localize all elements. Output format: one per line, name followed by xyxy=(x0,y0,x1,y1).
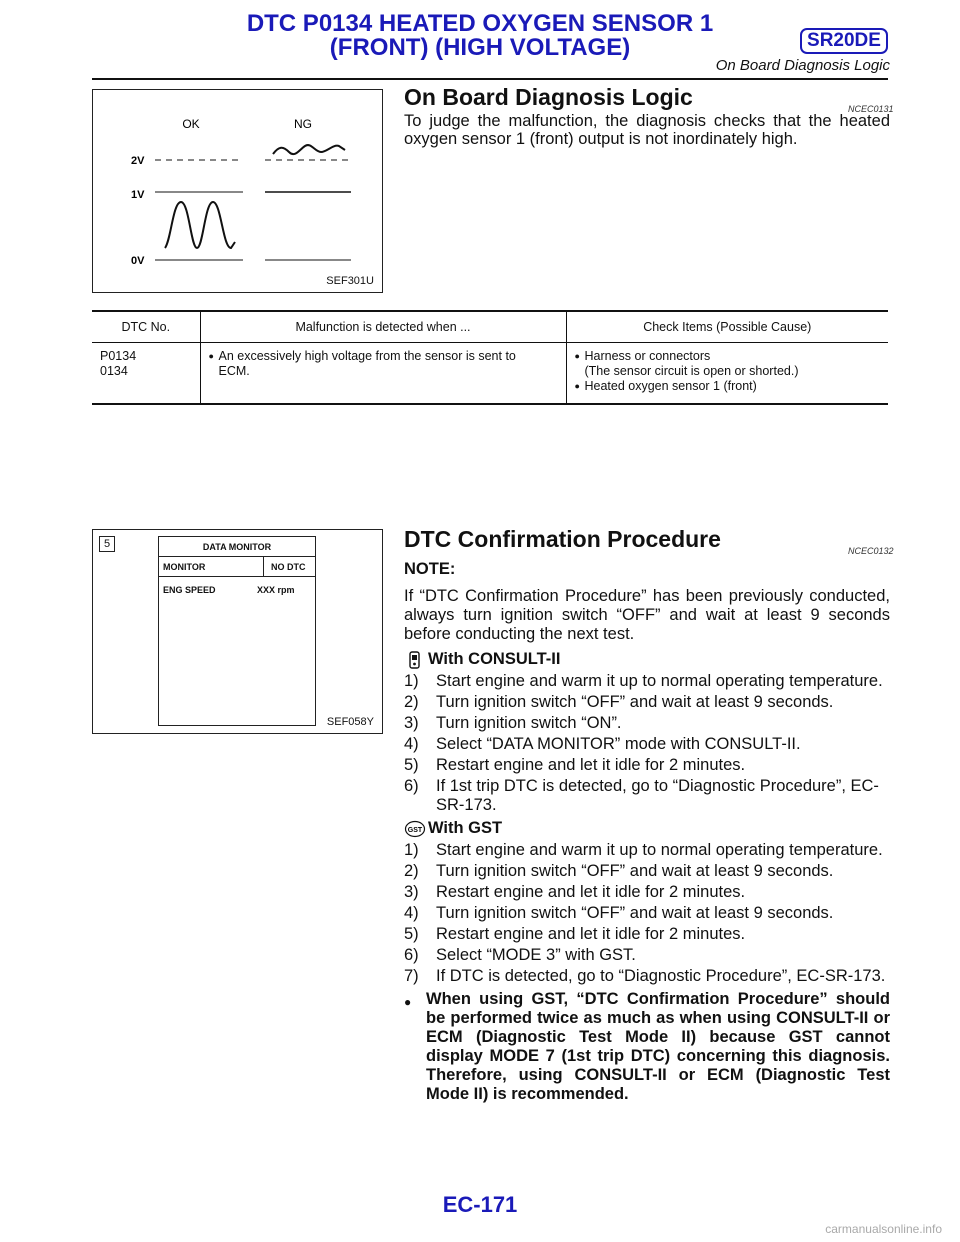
gst-steps-list xyxy=(404,841,890,986)
list-item: 3) Turn ignition switch “ON”. xyxy=(404,714,622,732)
col-header-malfunction: Malfunction is detected when ... xyxy=(200,311,566,343)
list-item: 6) If 1st trip DTC is detected, go to “Diagnostic Procedure”, EC-SR-173. xyxy=(404,777,879,814)
y-label-2v: 2V xyxy=(131,155,145,167)
y-label-1v: 1V xyxy=(131,189,145,201)
consult-steps-list xyxy=(404,672,890,815)
gst-subheading xyxy=(404,819,890,838)
section-title-dtc-confirmation: DTC Confirmation Procedure xyxy=(404,526,721,552)
waveform-diagram xyxy=(93,90,384,294)
header-subtitle: On Board Diagnosis Logic xyxy=(715,57,890,74)
check-item-harness: Harness or connectors xyxy=(584,349,711,363)
section-code: NCEC0132 xyxy=(848,546,894,556)
figure-id: SEF301U xyxy=(326,275,374,287)
eng-speed-label: ENG SPEED xyxy=(163,585,216,595)
gst-heading-text: With GST xyxy=(428,819,503,837)
section-code: NCEC0131 xyxy=(848,104,894,114)
page-header-title xyxy=(170,12,790,60)
list-item: 6) Select “MODE 3” with GST. xyxy=(404,946,636,964)
dtc-table xyxy=(92,310,888,405)
gst-icon-text: GST xyxy=(407,826,423,834)
eng-speed-value: XXX rpm xyxy=(257,585,295,595)
col-header-dtc-no: DTC No. xyxy=(92,311,200,343)
section-title-diagnosis-logic: On Board Diagnosis Logic xyxy=(404,84,693,110)
bullet-icon: ● xyxy=(574,351,580,361)
list-item: 1) Start engine and warm it up to normal operating temperature. xyxy=(404,672,883,690)
ng-label: NG xyxy=(294,117,312,131)
malfunction-cell xyxy=(200,343,566,405)
engine-badge: SR20DE xyxy=(800,28,888,54)
list-item: 5) Restart engine and let it idle for 2 minutes. xyxy=(404,756,746,774)
note-heading: NOTE: xyxy=(404,560,456,578)
header-title-line1: DTC P0134 HEATED OXYGEN SENSOR 1 xyxy=(246,10,714,37)
consult-tool-icon xyxy=(404,651,426,669)
table-row xyxy=(92,343,888,405)
consult-heading-text: With CONSULT-II xyxy=(428,650,561,668)
ok-waveform xyxy=(165,202,235,248)
consult-step-mark: 5 xyxy=(99,536,115,552)
ng-waveform xyxy=(273,145,345,154)
dtc-code: P0134 xyxy=(100,349,137,363)
dtc-confirmation-procedure xyxy=(404,560,890,1104)
dtc-code-short: 0134 xyxy=(100,364,128,378)
malfunction-text-line2: ECM. xyxy=(218,364,250,378)
gst-warning-text: When using GST, “DTC Confirmation Procedure” should be performed twice as much as when using CONSULT-II or ECM (Diagnostic Test Mode II) because GST cannot display MODE 7 (1st trip DTC) concerning this diagnosis. Therefore, using CONSULT-II or ECM (Diagnostic Test Mode II) is recommended. xyxy=(426,990,890,1103)
list-item: 2) Turn ignition switch “OFF” and wait at least 9 seconds. xyxy=(404,862,834,880)
header-divider xyxy=(92,78,888,80)
gst-warning xyxy=(404,990,890,1104)
table-header-row xyxy=(92,311,888,343)
bullet-icon: ● xyxy=(208,351,214,361)
list-item: 2) Turn ignition switch “OFF” and wait at least 9 seconds. xyxy=(404,693,834,711)
data-monitor-screen xyxy=(158,536,316,726)
diagnosis-logic-text: To judge the malfunction, the diagnosis checks that the heated oxygen sensor 1 (front) output is not inordinately high. xyxy=(404,112,890,148)
malfunction-text-line1: An excessively high voltage from the sensor is sent to xyxy=(218,349,516,363)
list-item: 3) Restart engine and let it idle for 2 minutes. xyxy=(404,883,746,901)
check-item-sensor: Heated oxygen sensor 1 (front) xyxy=(584,379,757,393)
watermark: carmanualsonline.info xyxy=(825,1222,942,1236)
check-items-cell xyxy=(566,343,888,405)
gst-tool-icon xyxy=(404,820,426,838)
column-divider xyxy=(263,557,264,577)
list-item: 1) Start engine and warm it up to normal operating temperature. xyxy=(404,841,883,859)
y-label-0v: 0V xyxy=(131,255,145,267)
figure-id: SEF058Y xyxy=(326,716,374,728)
check-item-harness-note: (The sensor circuit is open or shorted.) xyxy=(584,364,799,378)
no-dtc-label: NO DTC xyxy=(271,562,306,572)
data-monitor-column-row xyxy=(159,557,315,577)
list-item: 4) Select “DATA MONITOR” mode with CONSULT-II. xyxy=(404,735,801,753)
oxygen-sensor-waveform-figure xyxy=(92,89,383,293)
list-item: 7) If DTC is detected, go to “Diagnostic Procedure”, EC-SR-173. xyxy=(404,967,886,985)
ok-label: OK xyxy=(182,117,200,131)
note-text: If “DTC Confirmation Procedure” has been previously conducted, always turn ignition switch “OFF” and wait at least 9 seconds before conducting the next test. xyxy=(404,587,890,643)
consult-subheading xyxy=(404,650,890,669)
monitor-column-label: MONITOR xyxy=(163,562,206,572)
bullet-icon: ● xyxy=(574,381,580,391)
bullet-icon: ● xyxy=(404,995,412,1009)
list-item: 5) Restart engine and let it idle for 2 minutes. xyxy=(404,925,746,943)
page-number: EC-171 xyxy=(442,1192,518,1217)
header-title-line2: (FRONT) (HIGH VOLTAGE) xyxy=(329,34,631,61)
col-header-check-items: Check Items (Possible Cause) xyxy=(566,311,888,343)
dtc-no-cell xyxy=(92,343,200,405)
list-item: 4) Turn ignition switch “OFF” and wait at least 9 seconds. xyxy=(404,904,834,922)
data-monitor-title: DATA MONITOR xyxy=(159,537,315,557)
